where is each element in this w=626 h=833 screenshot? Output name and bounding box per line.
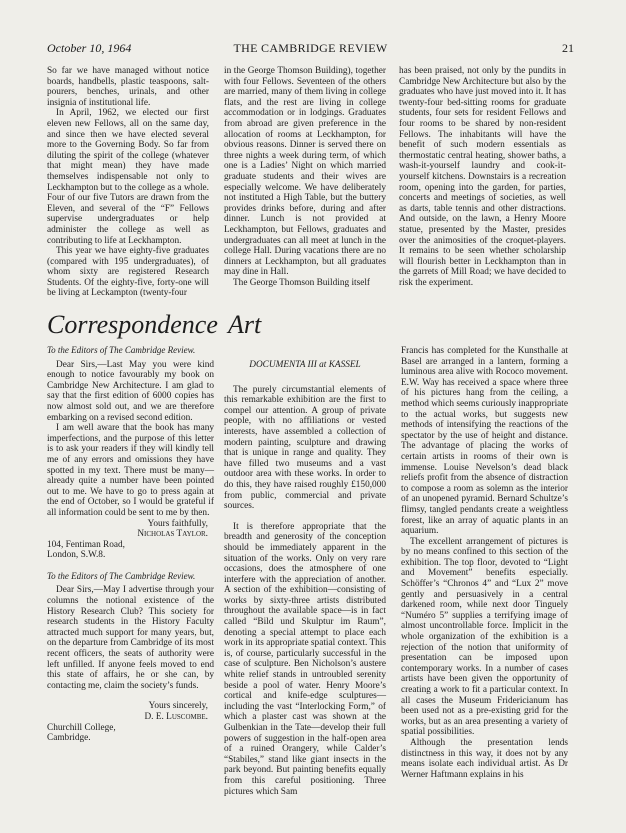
page-number: 21 (562, 41, 574, 55)
paragraph: So far we have managed without notice boards, handbells, plastic teaspoons, salt-pourers, benches, urinals, and other insignia of institutional life. (47, 66, 209, 108)
letter-closing: Yours sincerely, (148, 701, 208, 712)
correspondence-heading: Correspondence (47, 310, 218, 339)
paragraph: This year we have eighty-five graduates (compared with 195 undergraduates), of whom sixty are registered Research Students. Of the eighty-five, forty-one will be living at Leckampton (twenty-four (47, 246, 209, 299)
letter-address: Churchill College, (47, 722, 116, 733)
letter-address: Cambridge. (47, 733, 91, 744)
publication-title: THE CAMBRIDGE REVIEW (233, 41, 388, 55)
correspondence-column (47, 345, 214, 765)
art-heading: Art (228, 310, 262, 339)
paragraph: The purely circumstantial elements of this remarkable exhibition are the first to compel our attention. A group of private people, with no affiliations or vested interests, have assembled a collection of modern painting, sculpture and drawing that is unique in range and quality. They have filled two museums and a vast outdoor area with these works. In order to do this, they have raised roughly £150,000 from public, commercial and private sources. (224, 384, 386, 512)
letter-closing: Yours faithfully, (147, 518, 208, 529)
letter-paragraph: Dear Sirs,—Last May you were kind enough to notice favourably my book on Cambridge New Architecture. I am glad to say that the first edition of 6000 copies has now almost sold out, and we are therefore embarking on a revised second edition. (47, 359, 214, 423)
paragraph: It is therefore appropriate that the breadth and generosity of the conception should be immediately apparent in the situation of the works. Only on very rare occasions, does the atmosphere of one interfere with the appreciation of another. A section of the exhibition—consisting of works by sixty-three artists distributed throughout the available space—is in fact called “Bild und Skulptur im Raum”, denoting a special attempt to place each work in its appropriate spatial context. This is, of course, particularly successful in the case of sculpture. Ben Nicholson’s austere white relief stands in untroubled serenity beside a pool of water. Henry Moore’s cortical and knife-edge sculptures—including the vast “Interlocking Form,” of which a plaster cast was shown at the Gulbenkian in the Tate—develop their full powers of suggestion in the half-open area of a ruined Orangery, while Calder’s “Stabiles,” stand like giant insects in the park beyond. But painting benefits equally from this careful positioning. Three pictures which Sam (224, 521, 386, 797)
paragraph: Francis has completed for the Kunsthalle at Basel are arranged in a lantern, forming a luminous area alive with Rococo movement. E.W. Way has received a space where three of his pictures hang from the ceiling, a method which seems curiously inappropriate to the actual works, but suggests new methods of intensifying the reactions of the spectator by the use of height and distance. The advantage of placing the works of certain artists in rooms of their own is immense. Louise Nevelson’s dead black reliefs profit from the absence of distraction to compose a room as solemn as the interior of an unopened pyramid. Bernard Schultze’s flimsy, tangled pendants create a weightless forest, like an array of aquatic plants in an aquarium. (401, 346, 568, 537)
letter-salutation: To the Editors of The Cambridge Review. (47, 345, 196, 355)
letter-paragraph: Dear Sirs,—May I advertise through your columns the notional existence of the History Research Club? This society for research students in the History Faculty attracted much support for many years, but, on the departure from Cambridge of its most recent officers, the seats of authority were left unfilled. If anyone feels moved to end this state of affairs, he or she can, by contacting me, claim the society’s funds. (47, 585, 214, 691)
paragraph: Although the presentation lends distinctness in this way, it does not by any means isolate each individual artist. As Dr Werner Haftmann explains in his (401, 737, 568, 780)
letter-paragraph: I am well aware that the book has many imperfections, and the purpose of this letter is to ask your readers if they will kindly tell me of any errors and omissions they have spotted in my text. There must be many—already quite a number have been pointed out to me. We have to go to press again at the end of October, so I would be grateful if all information could be sent to me by then. (47, 423, 214, 518)
paragraph: In April, 1962, we elected our first eleven new Fellows, all on the same day, and since then we have elected several more to the Governing Body. So far from diluting the spirit of the college (whatever that might mean) they have made themselves indispensable not only to Leckhampton but to the college as a whole. Four of our five Tutors are drawn from the Eleven, and several of the “F” Fellows supervise undergraduates or help administer the college as well as contributing to life at Leckhampton. (47, 108, 209, 246)
letter-address: 104, Fentiman Road, (47, 539, 125, 550)
paragraph: in the George Thomson Building), together with four Fellows. Seventeen of the others are married, many of them living in college flats, and the rest are living in college accommodation or in lodgings. Graduates from abroad are given preference in the allocation of rooms at Leckhampton, for obvious reasons. Dinner is served there on three nights a week during term, of which one is a Ladies’ Night on which married graduate students and their wives are especially welcome. We have deliberately not instituted a High Table, but the buttery provides drinks before, during and after dinner. Lunch is not provided at Leckhampton, but Fellows, graduates and undergraduates can all meet at lunch in the college Hall. During vacations there are no dinners at Leckhampton, but all graduates may dine in Hall. (224, 66, 386, 278)
article-column-3 (399, 66, 566, 288)
paragraph: The George Thomson Building itself (233, 277, 371, 288)
art-column-a (224, 360, 386, 797)
issue-date: October 10, 1964 (47, 41, 132, 55)
letter-signature: D. E. Luscombe. (144, 712, 208, 722)
art-subtitle: DOCUMENTA III at KASSEL (249, 360, 361, 370)
running-header (47, 41, 574, 57)
article-column-2 (224, 66, 386, 288)
letter-salutation: To the Editors of The Cambridge Review. (47, 570, 196, 581)
letter-signature: Nicholas Taylor. (137, 529, 208, 540)
paragraph: has been praised, not only by the pundits in Cambridge New Architecture but also by the graduates who have just moved into it. It has twenty-four bed-sitting rooms for graduate students, four sets for resident Fellows and four rooms to be shared by non-resident Fellows. The inhabitants will have the benefit of such modern essentials as thermostatic central heating, shower baths, a wash-it-yourself laundry and cook-it-yourself kitchens. Downstairs is a recreation room, opening into the garden, for parties, concerts and meetings of societies, as well as darts, table tennis and other distractions. And outside, on the lawn, a Henry Moore statue, presented by the Master, presides over the animosities of the croquet-players. It remains to be seen whether scholarship will flourish better in Leckhampton than in the garrets of Mill Road; we have decided to risk the experiment. (399, 66, 566, 288)
article-column-1 (47, 66, 209, 299)
paragraph: The excellent arrangement of pictures is by no means confined to this section of the exhibition. The top floor, devoted to “Light and Movement” benefits especially. Schöffer’s “Chronos 4” and “Lux 2” move gently and persuasively in a central darkened room, while next door Tinguely “Numéro 5” supplies a terrifying image of almost uncontrollable force. Implicit in the whole organization of the exhibition is a rejection of the notion that uniformity of presentation can be imposed upon contemporary works. In a number of cases artists have been given the opportunity of creating a work to fit a particular context. In all cases the Museum Fridericianum has been used not as a pre-existing grid for the works, but as an area presenting a variety of spatial possibilities. (401, 536, 568, 738)
letter-address: London, S.W.8. (47, 550, 106, 561)
art-column-b (401, 346, 568, 780)
